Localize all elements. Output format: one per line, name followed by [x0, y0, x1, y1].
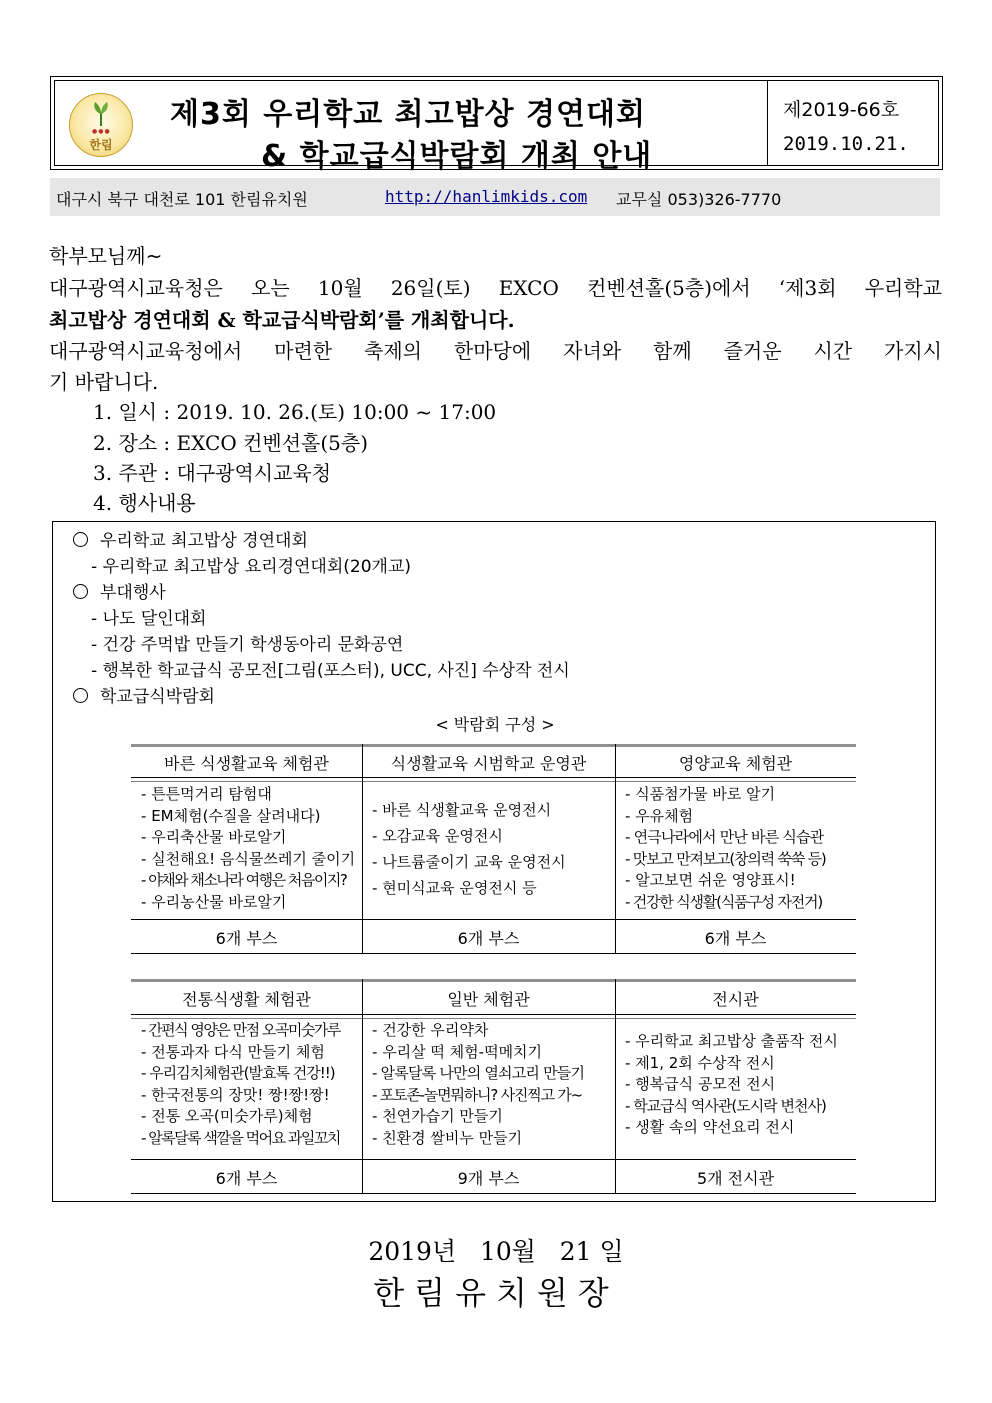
table-header-rule	[131, 777, 856, 778]
list-item: - 오감교육 운영전시	[372, 823, 566, 849]
page-title-line1: 제3회 우리학교 최고밥상 경연대회	[170, 97, 646, 132]
table-bottom-rule	[131, 953, 856, 954]
page-title-line2: & 학교급식박람회 개최 안내	[261, 139, 653, 174]
circle-bullet-icon	[73, 584, 88, 599]
table1-footer-1: 6개 부스	[215, 929, 278, 948]
list-item: - 실천해요! 음식물쓰레기 줄이기	[141, 849, 355, 871]
table1-header-2: 식생활교육 시범학교 운영관	[390, 754, 587, 773]
list-item: - 우리농산물 바로알기	[141, 892, 355, 914]
list-item: - 건강한 식생활(식품구성 자전거)	[625, 892, 826, 914]
list-item: - 간편식 영양은 만점 오곡미숫가루	[141, 1020, 340, 1042]
section-expo	[73, 682, 215, 707]
list-item: - 우리김치체험관(발효톡 건강!!)	[141, 1063, 340, 1085]
circle-bullet-icon	[73, 688, 88, 703]
logo-name: 한림	[89, 138, 113, 152]
table2-header-2: 일반 체험관	[447, 990, 530, 1009]
header-box	[50, 76, 943, 174]
header-divider	[767, 81, 768, 165]
section-expo-title: 학교급식박람회	[100, 687, 215, 707]
side-event-1: - 나도 달인대회	[91, 609, 207, 629]
list-item: - 행복급식 공모전 전시	[625, 1074, 838, 1096]
paragraph-line-1: 대구광역시교육청은 오는 10월 26일(토) EXCO 컨벤션홀(5층)에서 ‘제3회 우리학교	[49, 276, 942, 300]
table2-header-1: 전통식생활 체험관	[182, 990, 311, 1009]
table-top-rule	[131, 744, 856, 747]
event-content-frame	[52, 521, 936, 1202]
table2-footer-3: 5개 전시관	[696, 1169, 775, 1188]
address-bar	[50, 178, 940, 216]
list-item: - 포토존-놀면뭐하니? 사진찍고 가~	[372, 1085, 584, 1107]
signature-name: 한림유치원장	[373, 1274, 619, 1312]
info-item-date: 1. 일시 : 2019. 10. 26.(토) 10:00 ~ 17:00	[93, 400, 497, 424]
table-column-divider	[615, 979, 616, 1194]
leaf-icon	[91, 102, 111, 126]
list-item: - 식품첨가물 바로 알기	[625, 784, 826, 806]
list-item: - EM체험(수질을 살려내다)	[141, 806, 355, 828]
list-item: - 건강한 우리약차	[372, 1020, 584, 1042]
table-footer-rule	[131, 919, 856, 920]
school-address: 대구시 북구 대천로 101 한림유치원	[56, 190, 308, 209]
list-item: - 튼튼먹거리 탐험대	[141, 784, 355, 806]
table-column-divider	[615, 744, 616, 954]
list-item: - 연극나라에서 만난 바른 식습관	[625, 827, 826, 849]
circle-bullet-icon	[73, 532, 88, 547]
table2-footer-1: 6개 부스	[215, 1169, 278, 1188]
expo-table-2	[131, 979, 856, 1194]
greeting: 학부모님께~	[49, 244, 163, 268]
section-contest-title: 우리학교 최고밥상 경연대회	[100, 531, 308, 551]
table-column-divider	[362, 979, 363, 1194]
list-item: - 알고보면 쉬운 영양표시!	[625, 870, 826, 892]
document-date: 2019.10.21.	[783, 133, 909, 155]
list-item: - 알록달록 나만의 열쇠고리 만들기	[372, 1063, 584, 1085]
table-header-rule-double	[131, 781, 856, 782]
logo-dots-icon: ●●●	[92, 128, 111, 135]
list-item: - 우리살 떡 체험-떡메치기	[372, 1042, 584, 1064]
table1-footer-2: 6개 부스	[457, 929, 520, 948]
table-header-rule	[131, 1014, 856, 1015]
section-contest	[73, 526, 308, 551]
office-phone: 교무실 053)326-7770	[616, 190, 782, 209]
paragraph-line-4: 기 바랍니다.	[49, 370, 159, 394]
list-item: - 바른 식생활교육 운영전시	[372, 797, 566, 823]
table2-col3-list	[625, 1031, 838, 1139]
expo-table-1	[131, 744, 856, 954]
paragraph-line-3: 대구광역시교육청에서 마련한 축제의 한마당에 자녀와 함께 즐거운 시간 가지시	[49, 339, 942, 363]
list-item: - 맛보고 만져보고(창의력 쑥쑥 등)	[625, 849, 826, 871]
section-side-events-title: 부대행사	[100, 583, 166, 603]
signature-date: 2019년 10월 21 일	[368, 1237, 624, 1266]
expo-composition-title: < 박람회 구성 >	[435, 715, 555, 734]
list-item: - 제1, 2회 수상작 전시	[625, 1053, 838, 1075]
side-event-3: - 행복한 학교급식 공모전[그림(포스터), UCC, 사진] 수상작 전시	[91, 661, 570, 681]
section-contest-detail: - 우리학교 최고밥상 요리경연대회(20개교)	[91, 557, 411, 577]
document-number: 제2019-66호	[783, 99, 900, 121]
list-item: - 친환경 쌀비누 만들기	[372, 1128, 584, 1150]
table1-col3-list	[625, 784, 826, 913]
kindergarten-logo	[69, 93, 133, 157]
table-column-divider	[362, 744, 363, 954]
list-item: - 학교급식 역사관(도시락 변천사)	[625, 1096, 838, 1118]
list-item: - 우리학교 최고밥상 출품작 전시	[625, 1031, 838, 1053]
section-side-events	[73, 578, 166, 603]
list-item: - 생활 속의 약선요리 전시	[625, 1117, 838, 1139]
info-item-place: 2. 장소 : EXCO 컨벤션홀(5층)	[93, 431, 369, 455]
table-footer-rule	[131, 1159, 856, 1160]
table2-col1-list	[141, 1020, 340, 1149]
header-inner-border	[54, 80, 939, 174]
info-item-contents: 4. 행사내용	[93, 491, 196, 515]
list-item: - 우리축산물 바로알기	[141, 827, 355, 849]
list-item: - 한국전통의 장맛! 짱!짱!짱!	[141, 1085, 340, 1107]
list-item: - 현미식교육 운영전시 등	[372, 875, 566, 901]
list-item: - 야채와 채소나라 여행은 처음이지?	[141, 870, 355, 892]
table2-footer-2: 9개 부스	[457, 1169, 520, 1188]
list-item: - 전통과자 다식 만들기 체험	[141, 1042, 340, 1064]
table2-col2-list	[372, 1020, 584, 1149]
table1-col2-list	[372, 797, 566, 901]
homepage-link[interactable]: http://hanlimkids.com	[385, 187, 588, 206]
side-event-2: - 건강 주먹밥 만들기 학생동아리 문화공연	[91, 635, 404, 655]
table-bottom-rule	[131, 1193, 856, 1194]
list-item: - 나트륨줄이기 교육 운영전시	[372, 849, 566, 875]
table-top-rule	[131, 979, 856, 982]
list-item: - 전통 오곡(미숫가루)체험	[141, 1106, 340, 1128]
list-item: - 천연가습기 만들기	[372, 1106, 584, 1128]
list-item: - 우유체험	[625, 806, 826, 828]
paragraph-line-2: 최고밥상 경연대회 & 학교급식박람회’를 개최합니다.	[49, 308, 515, 332]
table1-footer-3: 6개 부스	[704, 929, 767, 948]
table1-col1-list	[141, 784, 355, 913]
list-item: - 알록달록 색깔을 먹어요 과일꼬치	[141, 1128, 340, 1150]
info-item-host: 3. 주관 : 대구광역시교육청	[93, 461, 332, 485]
table1-header-1: 바른 식생활교육 체험관	[164, 754, 329, 773]
table-header-rule-double	[131, 1018, 856, 1019]
table1-header-3: 영양교육 체험관	[678, 754, 793, 773]
table2-header-3: 전시관	[712, 990, 759, 1009]
